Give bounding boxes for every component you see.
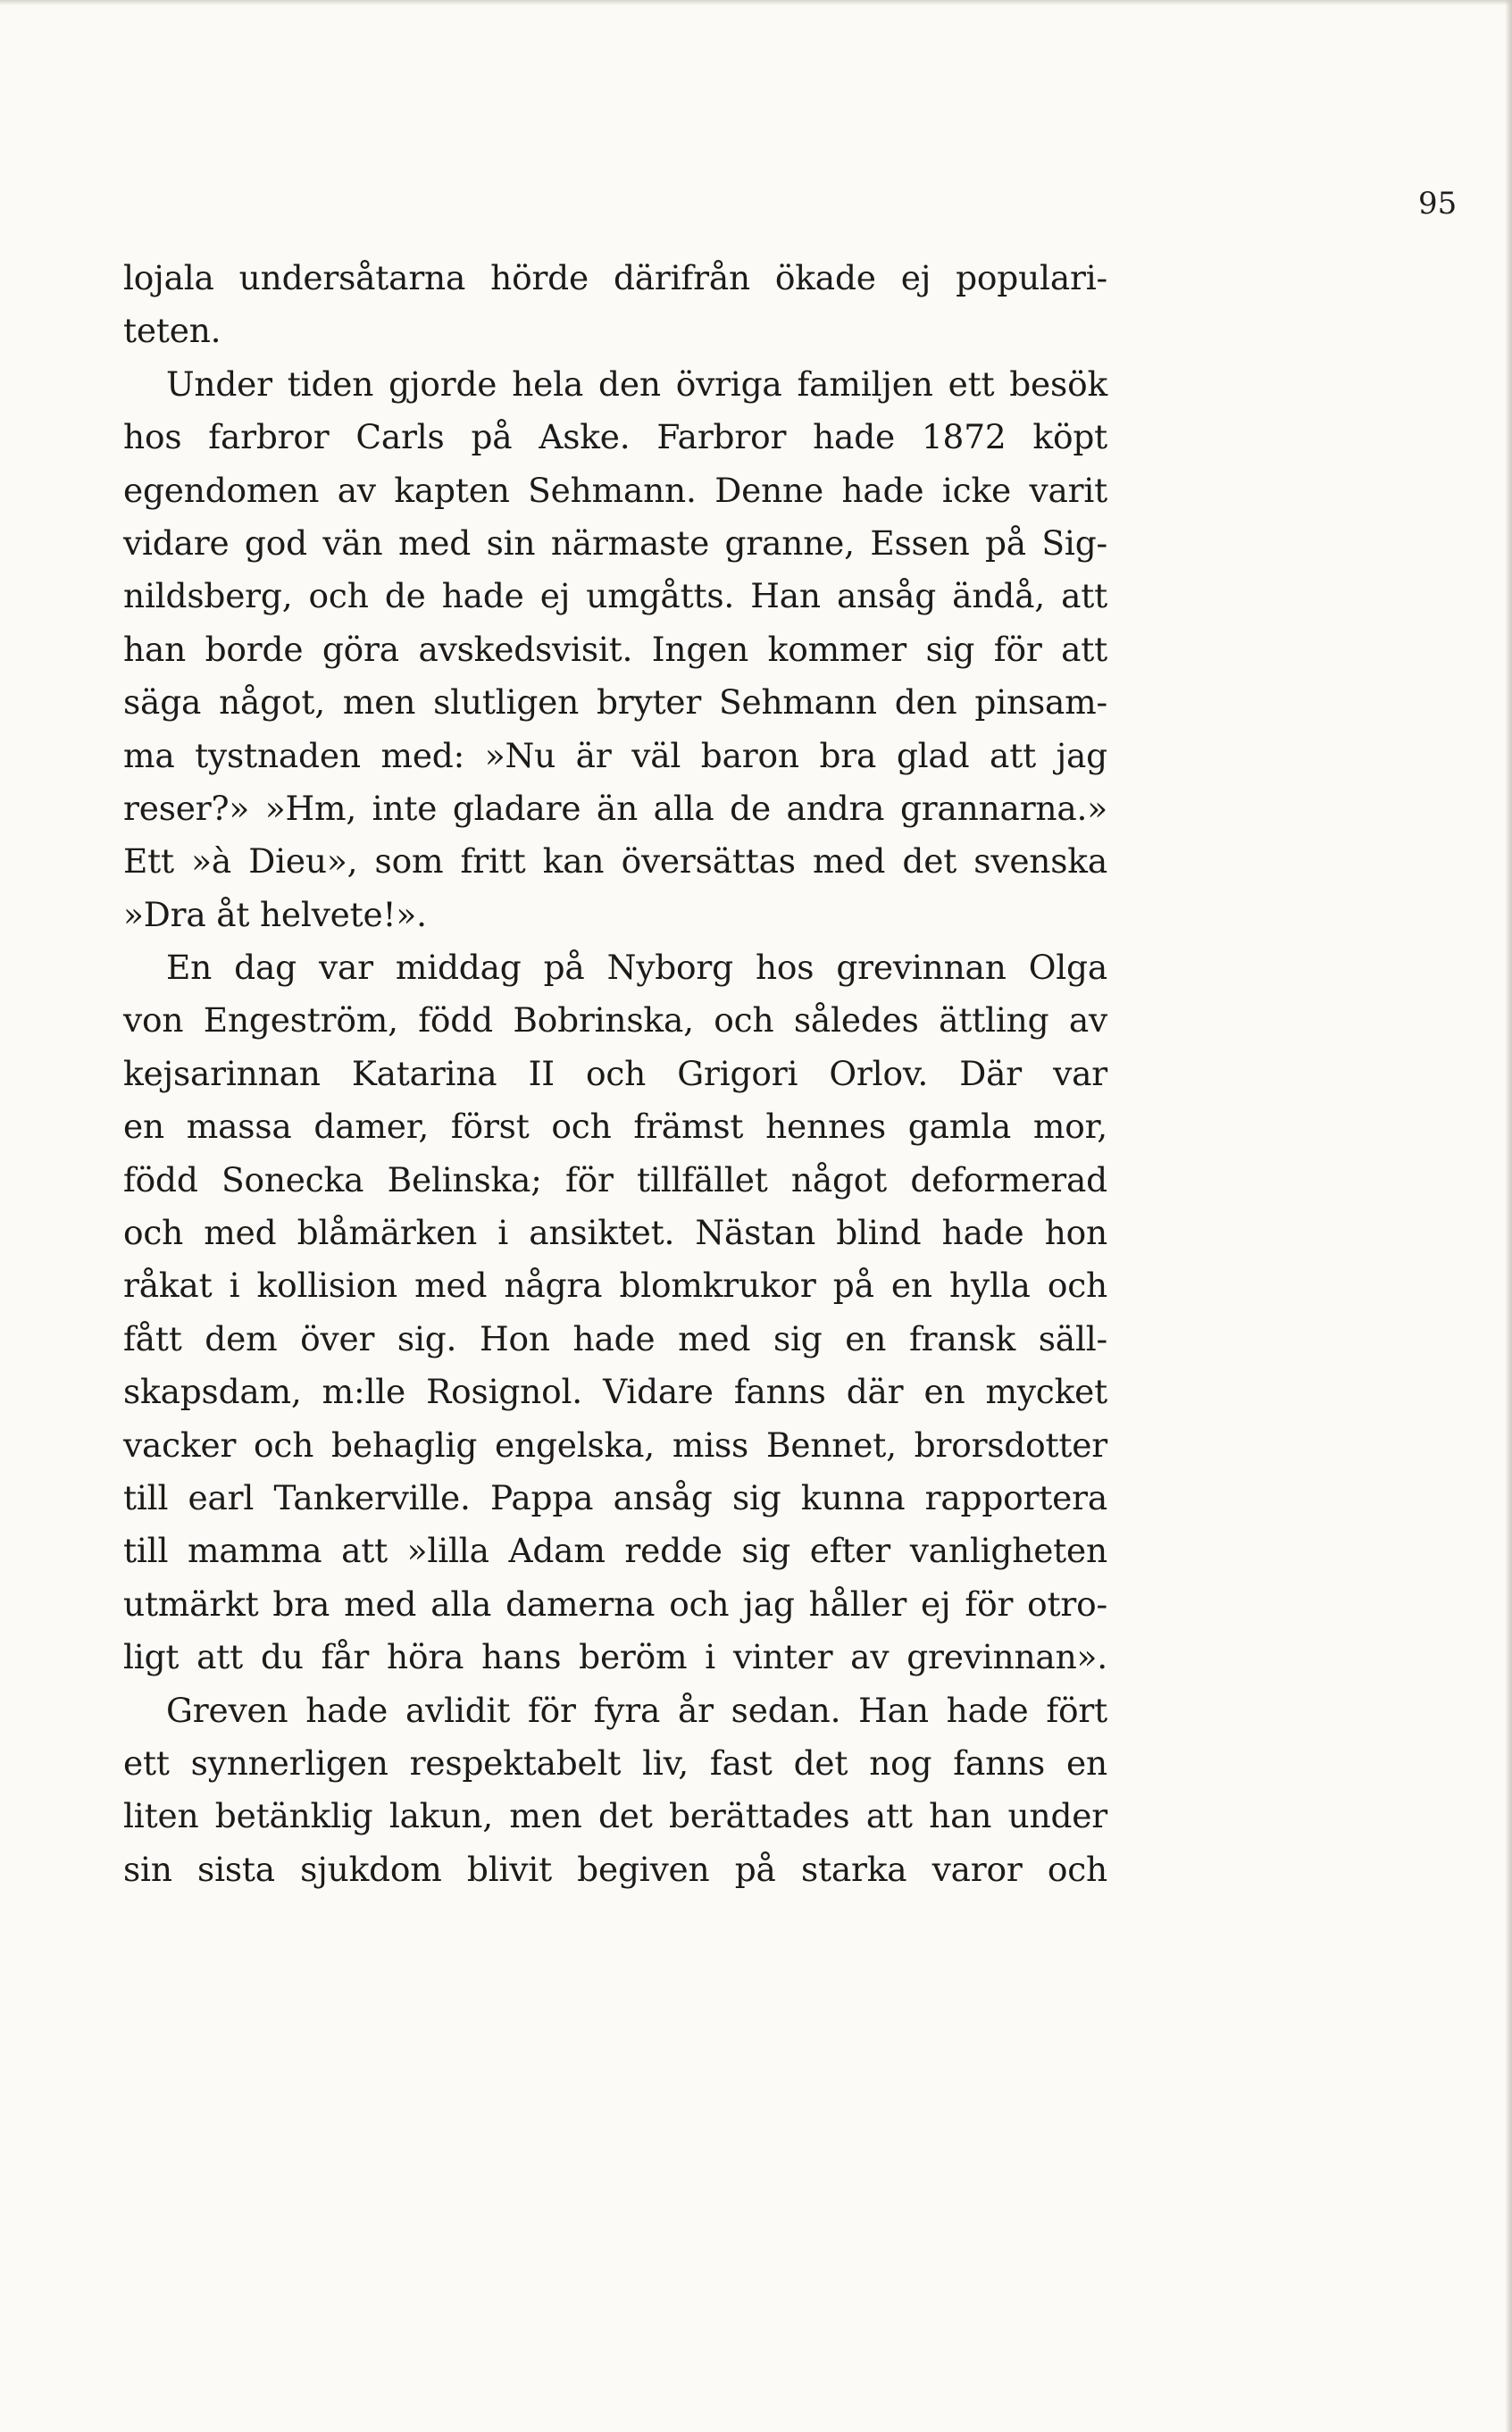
text-line: teten. bbox=[123, 311, 221, 351]
text-line: han borde göra avskedsvisit. Ingen kommer sig för att bbox=[123, 629, 1107, 669]
text-line: »Dra åt helvete!». bbox=[123, 894, 427, 934]
text-line: kejsarinnan Katarina II och Grigori Orlov. Där var bbox=[123, 1053, 1107, 1093]
text-line: till earl Tankerville. Pappa ansåg sig kunna rapportera bbox=[123, 1477, 1107, 1517]
text-line: säga något, men slutligen bryter Sehmann den pinsam- bbox=[123, 682, 1107, 723]
text-line: egendomen av kapten Sehmann. Denne hade icke varit bbox=[123, 470, 1107, 510]
text-line: råkat i kollision med några blomkrukor på en hylla och bbox=[123, 1266, 1107, 1306]
page-number: 95 bbox=[1418, 186, 1458, 221]
paragraph-start-line: En dag var middag på Nyborg hos grevinnan Olga bbox=[166, 948, 1107, 988]
text-line: en massa damer, först och främst hennes gamla mor, bbox=[123, 1107, 1107, 1147]
text-line: von Engeström, född Bobrinska, och således ättling av bbox=[123, 1000, 1107, 1040]
text-line: Ett »à Dieu», som fritt kan översättas med det svenska bbox=[123, 841, 1107, 882]
text-line: hos farbror Carls på Aske. Farbror hade 1872 köpt bbox=[123, 417, 1107, 457]
text-line: ligt att du får höra hans beröm i vinter av grevinnan». bbox=[123, 1637, 1107, 1677]
text-line: reser?» »Hm, inte gladare än alla de andra grannarna.» bbox=[123, 788, 1107, 828]
paragraph-start-line: Greven hade avlidit för fyra år sedan. Han hade fört bbox=[166, 1690, 1107, 1730]
text-line: ett synnerligen respektabelt liv, fast det nog fanns en bbox=[123, 1743, 1107, 1783]
text-line: fått dem över sig. Hon hade med sig en fransk säll- bbox=[123, 1318, 1107, 1358]
text-line: utmärkt bra med alla damerna och jag håller ej för otro- bbox=[123, 1584, 1107, 1624]
text-line: skapsdam, m:lle Rosignol. Vidare fanns där en mycket bbox=[123, 1372, 1107, 1412]
paragraph-start-line: Under tiden gjorde hela den övriga familjen ett besök bbox=[166, 364, 1107, 404]
text-line: lojala undersåtarna hörde därifrån ökade ej populari- bbox=[123, 258, 1107, 297]
body-text bbox=[123, 252, 1107, 1896]
text-line: och med blåmärken i ansiktet. Nästan blind hade hon bbox=[123, 1213, 1107, 1253]
text-line: vacker och behaglig engelska, miss Bennet, brorsdotter bbox=[123, 1425, 1107, 1465]
text-line: vidare god vän med sin närmaste granne, Essen på Sig- bbox=[123, 522, 1107, 563]
text-line: sin sista sjukdom blivit begiven på starka varor och bbox=[123, 1849, 1107, 1889]
text-line: liten betänklig lakun, men det berättades att han under bbox=[123, 1796, 1107, 1836]
text-line: nildsberg, och de hade ej umgåtts. Han ansåg ändå, att bbox=[123, 576, 1107, 616]
text-line: till mamma att »lilla Adam redde sig efter vanligheten bbox=[123, 1531, 1107, 1571]
text-line: född Sonecka Belinska; för tillfället något deformerad bbox=[123, 1159, 1107, 1199]
text-line: ma tystnaden med: »Nu är väl baron bra glad att jag bbox=[123, 735, 1107, 775]
